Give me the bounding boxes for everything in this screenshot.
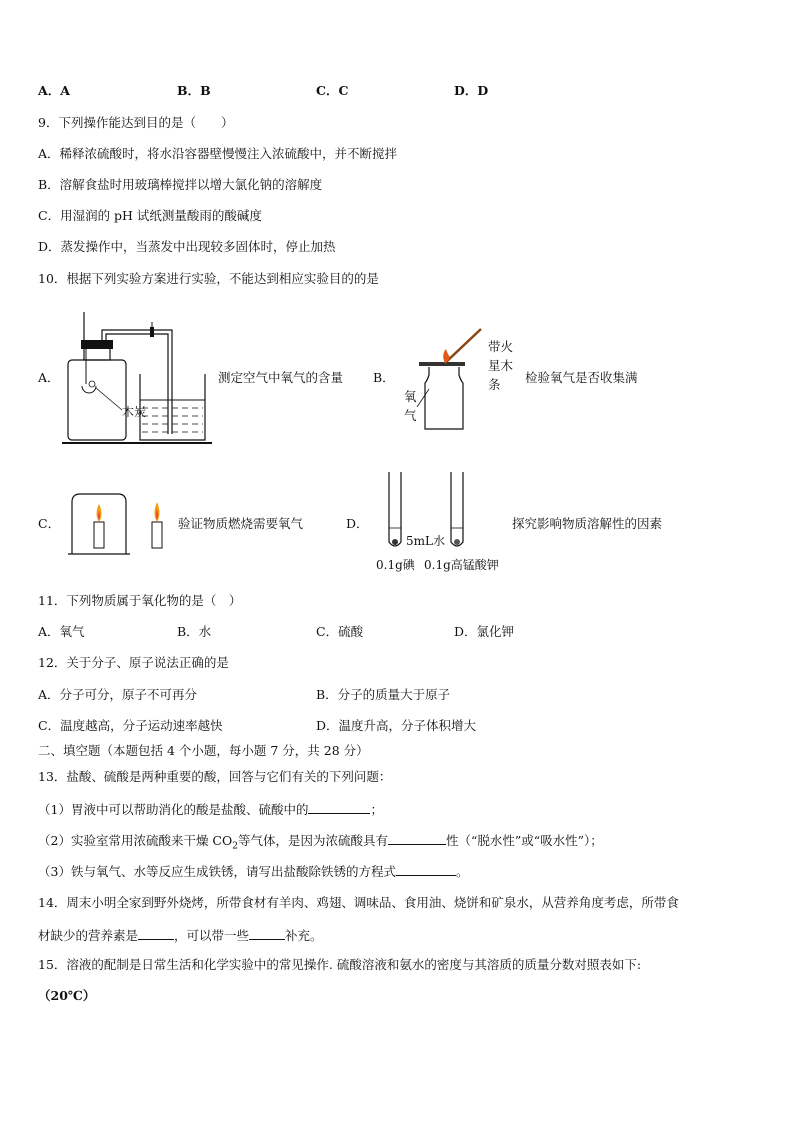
q10-c-letter: C． bbox=[38, 516, 61, 531]
q10-b-caption: 检验氧气是否收集满 bbox=[525, 370, 638, 385]
answer-blank[interactable] bbox=[396, 862, 456, 876]
q12-option-c: C．温度越高，分子运动速率越快 bbox=[38, 718, 223, 733]
label-charcoal: 木炭 bbox=[122, 405, 147, 419]
candle-apparatus bbox=[66, 492, 176, 556]
q9-option-a: A．稀释浓硫酸时，将水沿容器壁慢慢注入浓硫酸中，并不断搅拌 bbox=[38, 146, 398, 161]
q10-stem: 10．根据下列实验方案进行实验，不能达到相应实验目的的是 bbox=[38, 271, 379, 286]
answer-blank[interactable] bbox=[249, 926, 285, 940]
label-gas-1: 氧 bbox=[404, 389, 417, 404]
q12-option-b: B．分子的质量大于原子 bbox=[316, 687, 451, 702]
option-d: D．D bbox=[454, 83, 489, 98]
label-stick-2: 星木 bbox=[488, 358, 514, 373]
q13-part1 bbox=[38, 800, 383, 819]
q10-d-letter: D． bbox=[346, 516, 369, 531]
q14-line2-c: 补充。 bbox=[285, 928, 323, 943]
answer-blank[interactable] bbox=[388, 831, 446, 845]
label-permanganate: 0.1g高锰酸钾 bbox=[424, 558, 499, 572]
q13-part3 bbox=[38, 862, 468, 881]
q10-d-caption: 探究影响物质溶解性的因素 bbox=[512, 516, 663, 531]
q9-option-b: B．溶解食盐时用玻璃棒搅拌以增大氯化钠的溶解度 bbox=[38, 177, 323, 192]
q15-line2: （20℃） bbox=[38, 988, 96, 1003]
q13-part1-text: （1）胃液中可以帮助消化的酸是盐酸、硫酸中的 bbox=[38, 802, 309, 817]
q11-option-c: C．硫酸 bbox=[316, 624, 364, 639]
answer-blank[interactable] bbox=[138, 926, 174, 940]
q12-option-d: D．温度升高，分子体积增大 bbox=[316, 718, 477, 733]
label-stick-3: 条 bbox=[488, 377, 501, 392]
label-stick-1: 带火 bbox=[488, 339, 514, 354]
q14-line2 bbox=[38, 926, 323, 945]
q9-option-d: D．蒸发操作中，当蒸发中出现较多固体时，停止加热 bbox=[38, 239, 336, 254]
section-heading: 二、填空题（本题包括 4 个小题，每小题 7 分，共 28 分） bbox=[38, 743, 369, 758]
q11-option-a: A．氧气 bbox=[38, 624, 85, 639]
q10-a-letter: A． bbox=[38, 370, 60, 385]
label-gas-2: 气 bbox=[404, 408, 417, 423]
q13-part3-end: 。 bbox=[455, 864, 469, 879]
q11-option-d: D．氯化钾 bbox=[454, 624, 515, 639]
option-b: B．B bbox=[177, 83, 211, 98]
q12-stem: 12．关于分子、原子说法正确的是 bbox=[38, 655, 229, 670]
q14-line2-b: ，可以带一些 bbox=[174, 928, 250, 943]
q9-option-c: C．用湿润的 pH 试纸测量酸雨的酸碱度 bbox=[38, 208, 262, 223]
q11-option-b: B．水 bbox=[177, 624, 212, 639]
q13-part2 bbox=[38, 831, 603, 856]
air-oxygen-apparatus bbox=[62, 312, 212, 447]
q10-c-caption: 验证物质燃烧需要氧气 bbox=[178, 516, 304, 531]
q12-option-a: A．分子可分，原子不可再分 bbox=[38, 687, 198, 702]
label-iodine: 0.1g碘 bbox=[376, 558, 415, 572]
q13-stem: 13．盐酸、硫酸是两种重要的酸，回答与它们有关的下列问题： bbox=[38, 769, 392, 784]
q11-stem: 11．下列物质属于氧化物的是（ ） bbox=[38, 593, 242, 608]
q13-part1-end: ； bbox=[370, 802, 383, 817]
answer-blank[interactable] bbox=[308, 800, 370, 814]
q13-part3-text: （3）铁与氧气、水等反应生成铁锈，请写出盐酸除铁锈的方程式 bbox=[38, 864, 396, 879]
option-a: A．A bbox=[38, 83, 70, 98]
q13-part2-text-b: 等气体，是因为浓硫酸具有 bbox=[237, 833, 388, 848]
oxygen-bottle-apparatus bbox=[415, 325, 485, 433]
q14-line1: 14．周末小明全家到野外烧烤，所带食材有羊肉、鸡翅、调味品、食用油、烧饼和矿泉水，从营养角度考虑，所带食 bbox=[38, 895, 679, 910]
q13-part2-text-a: （2）实验室常用浓硫酸来干燥 CO bbox=[38, 833, 233, 848]
q13-part2-text-c: 性（“脱水性”或“吸水性”）； bbox=[446, 833, 603, 848]
q9-stem: 9．下列操作能达到目的是（ ） bbox=[38, 115, 234, 130]
option-c: C．C bbox=[316, 83, 349, 98]
q13-part2-subscript: 2 bbox=[232, 841, 238, 852]
q10-b-letter: B． bbox=[373, 370, 395, 385]
q14-line2-a: 材缺少的营养素是 bbox=[38, 928, 139, 943]
label-water: 5mL水 bbox=[406, 534, 445, 548]
q15-line1: 15．溶液的配制是日常生活和化学实验中的常见操作. 硫酸溶液和氨水的密度与其溶质的质量分数对照表如下: bbox=[38, 957, 642, 972]
q10-a-caption: 测定空气中氧气的含量 bbox=[218, 370, 344, 385]
